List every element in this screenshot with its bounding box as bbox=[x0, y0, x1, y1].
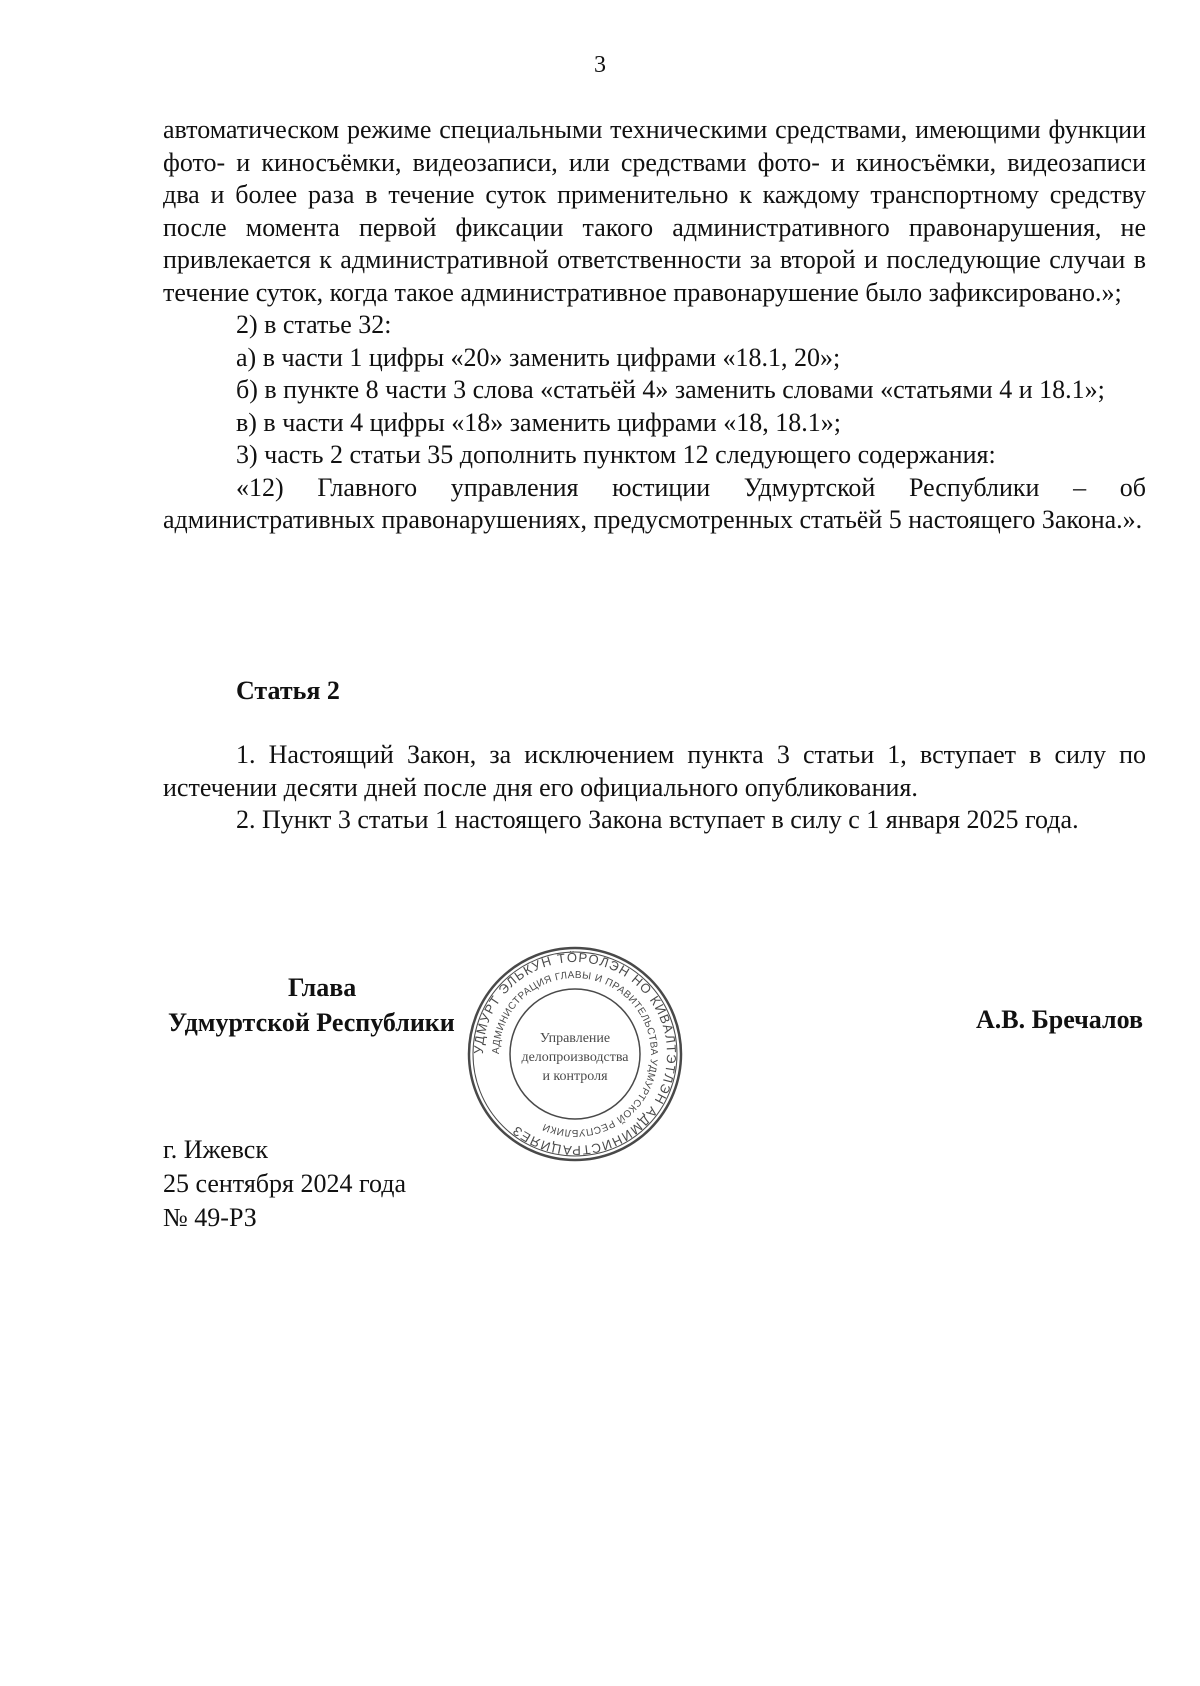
article2-paragraph: 1. Настоящий Закон, за исключением пункта 3 статьи 1, вступает в силу по истечении десяти дней после дня его официального опубликования. bbox=[163, 740, 1146, 802]
article2-paragraph: 2. Пункт 3 статьи 1 настоящего Закона вступает в силу с 1 января 2025 года. bbox=[236, 805, 1079, 834]
signatory-name: А.В. Бречалов bbox=[975, 1005, 1143, 1034]
footer-city: г. Ижевск bbox=[163, 1135, 268, 1164]
article2-heading: Статья 2 bbox=[236, 676, 340, 705]
continuation-paragraph: автоматическом режиме специальными техническими средствами, имеющими функции фото- и киносъёмки, видеозаписи, или средствами фото- и киносъёмки, видеозаписи два и более раза в течение суток применительно к каждому транспортному средству после момента первой фиксации такого административного правонарушения, не привлекается к административной ответственности за второй и последующие случаи в течение суток, когда такое административное правонарушение было зафиксировано.»; bbox=[163, 115, 1146, 307]
article2-body bbox=[163, 739, 1146, 837]
footer-date: 25 сентября 2024 года bbox=[163, 1169, 407, 1198]
amendment-item: б) в пункте 8 части 3 слова «статьёй 4» заменить словами «статьями 4 и 18.1»; bbox=[236, 375, 1105, 404]
amendment-item: «12) Главного управления юстиции Удмуртской Республики – об административных правонарушениях, предусмотренных статьёй 5 настоящего Закона.». bbox=[163, 472, 1146, 534]
stamp-center-line3: и контроля bbox=[542, 1069, 608, 1084]
footer-number: № 49-РЗ bbox=[163, 1203, 257, 1232]
signatory-title-line2: Удмуртской Республики bbox=[168, 1008, 455, 1037]
stamp-center-line2: делопроизводства bbox=[521, 1050, 629, 1065]
amendment-item: 2) в статье 32: bbox=[236, 310, 392, 339]
amendment-item: 3) часть 2 статьи 35 дополнить пунктом 12 следующего содержания: bbox=[236, 440, 996, 469]
stamp-center-line1: Управление bbox=[539, 1031, 611, 1046]
official-stamp bbox=[465, 944, 685, 1164]
amendment-item: а) в части 1 цифры «20» заменить цифрами «18.1, 20»; bbox=[236, 342, 841, 372]
document-footer bbox=[163, 1133, 406, 1235]
stamp-outer-text: УДМУРТ ЭЛЬКУН ТӦРОЛЭН НО КИВАЛТЭТЛЭН АДМИНИСТРАЦИЯЕЗ bbox=[470, 949, 680, 1159]
signatory-title-line1: Глава bbox=[288, 973, 357, 1002]
page-number: 3 bbox=[594, 52, 606, 78]
stamp-middle-text: АДМИНИСТРАЦИЯ ГЛАВЫ И ПРАВИТЕЛЬСТВА УДМУРТСКОЙ РЕСПУБЛИКИ bbox=[490, 969, 660, 1139]
amendment-item: в) в части 4 цифры «18» заменить цифрами «18, 18.1»; bbox=[236, 407, 841, 437]
article1-continuation bbox=[163, 114, 1146, 537]
